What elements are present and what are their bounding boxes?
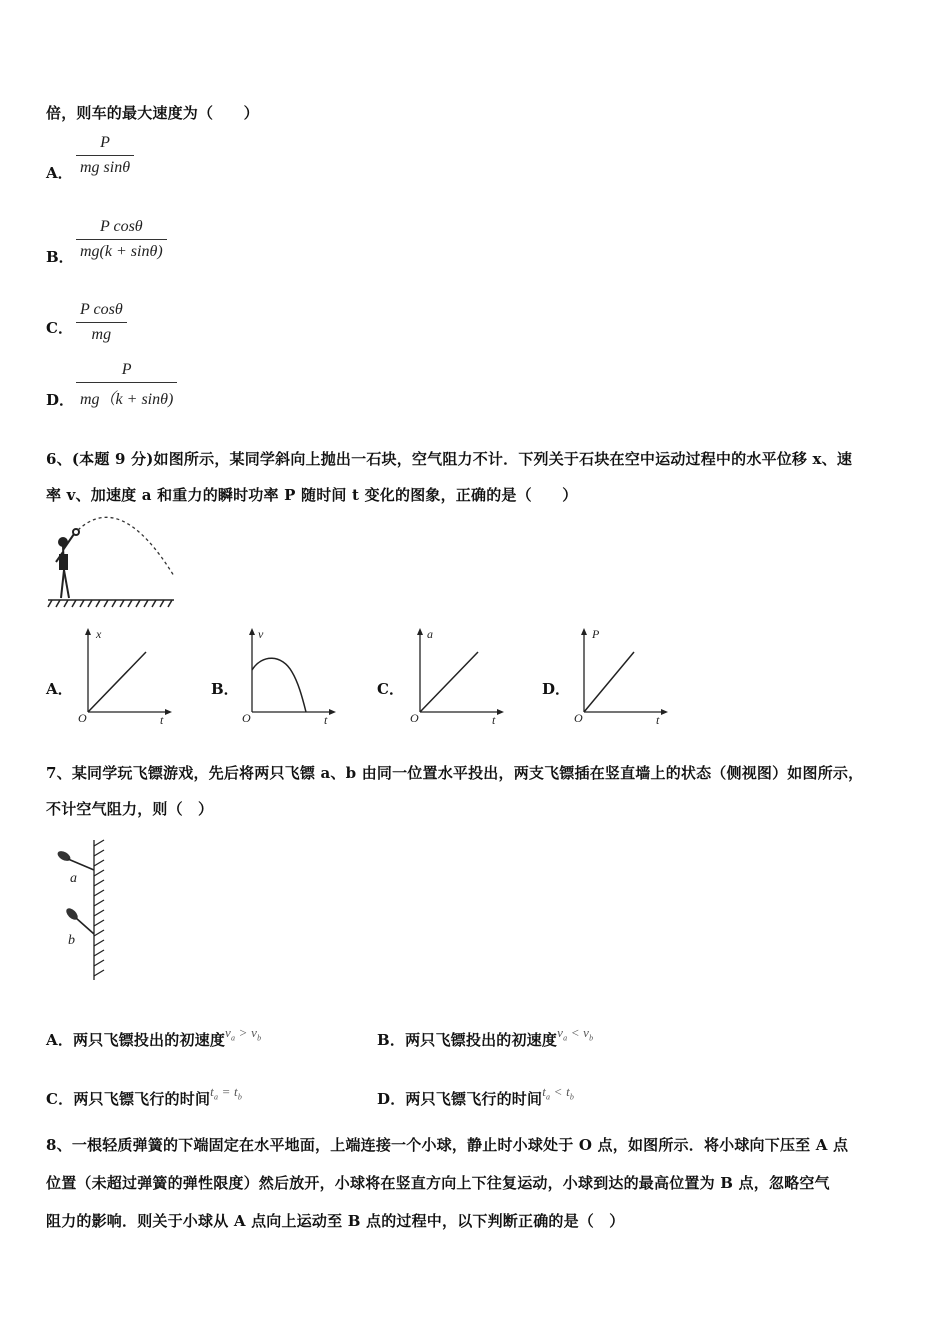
q6-option-d-letter: D．: [542, 680, 571, 698]
q5-option-a-fraction: [76, 134, 134, 177]
q6-option-a-letter: A．: [46, 680, 73, 698]
trajectory-curve: [78, 517, 174, 576]
q5-option-b-numerator: P cosθ: [99, 218, 143, 235]
wall-hatching: [94, 840, 104, 980]
q5-option-d-letter: D．: [46, 391, 75, 409]
q5-option-b-denominator: mg(k + sinθ): [80, 243, 163, 260]
q7-option-c-math: $t_a = t_b$: [210, 1084, 243, 1102]
q6-throw-figure: [46, 512, 186, 612]
q6-graph-b-origin: O: [242, 711, 251, 725]
q7-option-c-text: C．两只飞镖飞行的时间: [46, 1090, 211, 1108]
q7-stem-line1: 7、某同学玩飞镖游戏，先后将两只飞镖 a、b 由同一位置水平投出，两支飞镖插在竖直墙上的状态（侧视图）如图所示，: [46, 764, 864, 782]
q6-graph-d-ylabel: P: [592, 627, 600, 641]
q5-option-d-fraction: [76, 361, 177, 409]
ground-hatching: [48, 600, 174, 607]
q7-option-b-math: $v_a < v_b$: [557, 1025, 594, 1043]
q7-option-c: [46, 1084, 243, 1110]
q5-option-c-numerator: P cosθ: [80, 301, 123, 318]
q7-option-b: [377, 1025, 594, 1051]
q6-option-c-letter: C．: [377, 680, 404, 698]
q6-graph-a-xlabel: t: [160, 713, 164, 727]
q8-stem-line1: 8、一根轻质弹簧的下端固定在水平地面，上端连接一个小球，静止时小球处于 O 点，如图所示．将小球向下压至 A 点: [46, 1136, 849, 1154]
dart-a-label: a: [70, 871, 77, 886]
q6-option-b-letter: B．: [211, 680, 239, 698]
dart-a-icon: [56, 849, 94, 870]
q6-graph-a-origin: O: [78, 711, 87, 725]
q6-graph-c-ylabel: a: [427, 627, 433, 641]
q5-option-c-letter: C．: [46, 319, 73, 337]
q7-option-d-text: D．两只飞镖飞行的时间: [377, 1090, 543, 1108]
q5-option-d-denominator: mg（k + sinθ): [80, 391, 174, 408]
q8-stem-line2: 位置（未超过弹簧的弹性限度）然后放开，小球将在竖直方向上下往复运动，小球到达的最高位置为 B 点，忽略空气: [46, 1174, 830, 1192]
q6-graph-b-curve: [252, 658, 306, 712]
q6-graph-a-ylabel: x: [96, 627, 102, 641]
q5-option-c-denominator: mg: [91, 326, 112, 343]
q6-graph-d-xlabel: t: [656, 713, 660, 727]
q6-graph-d-line: [584, 652, 634, 712]
q5-option-c-fraction: [76, 301, 127, 344]
q7-option-d-math: $t_a < t_b$: [542, 1084, 575, 1102]
q5-option-a-numerator: P: [100, 134, 110, 151]
q6-graph-a: [74, 626, 174, 726]
q6-graph-a-line: [88, 652, 146, 712]
q7-stem-line2: 不计空气阻力，则（ ）: [46, 800, 214, 818]
q6-graph-d: [570, 626, 670, 726]
q5-option-d-numerator: P: [121, 361, 132, 378]
q6-stem-line2: 率 v、加速度 a 和重力的瞬时功率 P 随时间 t 变化的图象，正确的是（ ）: [46, 486, 578, 504]
q8-stem-line3: 阻力的影响．则关于小球从 A 点向上运动至 B 点的过程中，以下判断正确的是（ ）: [46, 1212, 625, 1230]
q5-stem-tail: 倍，则车的最大速度为（ ）: [46, 104, 259, 122]
q7-option-d: [377, 1084, 575, 1110]
q5-option-b-fraction: [76, 218, 167, 261]
q6-graph-d-origin: O: [574, 711, 583, 725]
q6-graph-c: [406, 626, 506, 726]
dart-b-icon: [64, 906, 94, 934]
q7-dart-wall-figure: [46, 836, 116, 986]
q6-graph-b-ylabel: v: [258, 627, 264, 641]
q6-graph-b: [238, 626, 338, 726]
q6-stem-line1: 6、(本题 9 分)如图所示，某同学斜向上抛出一石块，空气阻力不计．下列关于石块在空中运动过程中的水平位移 x、速: [46, 450, 853, 468]
q5-option-b-letter: B．: [46, 248, 74, 266]
q7-option-a-math: $v_a > v_b$: [225, 1025, 262, 1043]
q7-option-a-text: A．两只飞镖投出的初速度: [46, 1031, 226, 1049]
q7-option-a: [46, 1025, 262, 1051]
q5-option-a-letter: A．: [46, 164, 73, 182]
q6-graph-c-origin: O: [410, 711, 419, 725]
q6-graph-c-line: [420, 652, 478, 712]
thrower-person-icon: [56, 529, 79, 598]
q6-graph-b-xlabel: t: [324, 713, 328, 727]
q6-graph-c-xlabel: t: [492, 713, 496, 727]
dart-b-label: b: [68, 933, 75, 948]
q5-option-a-denominator: mg sinθ: [80, 159, 131, 176]
q7-option-b-text: B．两只飞镖投出的初速度: [377, 1031, 558, 1049]
